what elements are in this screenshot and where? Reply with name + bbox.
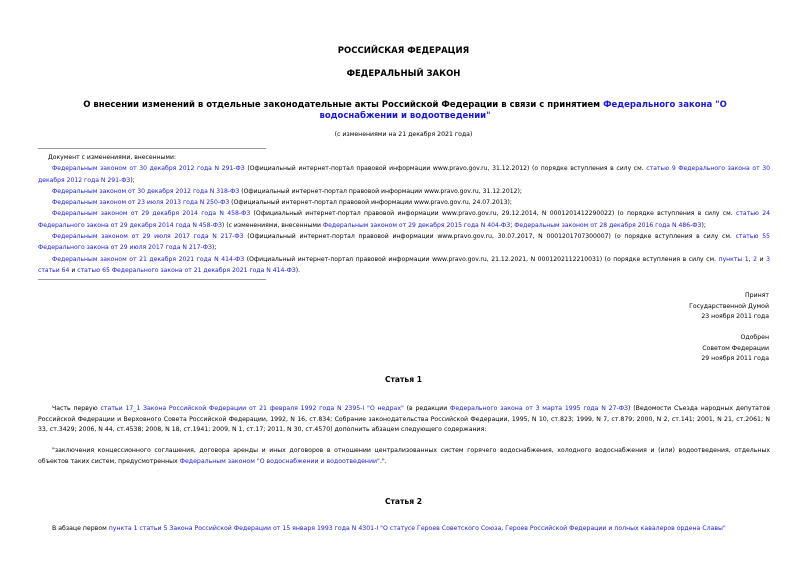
change-law-link[interactable]: Федеральным законом от 30 декабря 2012 года N 318-ФЗ: [52, 187, 240, 195]
law-nedra-link[interactable]: статьи 17_1 Закона Российской Федерации от 21 февраля 1992 года N 2395-I "О недрах": [100, 405, 404, 412]
heroes-law-link[interactable]: пункта 1 статьи 5 Закона Российской Федерации от 15 января 1993 года N 4301-I "О статусе Героев Советского Союза, Героев Российской Федерации и полных кавалеров ордена Славы": [108, 525, 726, 532]
paragraph-text: (в редакции: [403, 405, 451, 412]
change-mid: ;: [510, 221, 515, 229]
edition-note: (с изменениями на 21 декабря 2021 года): [334, 131, 473, 138]
change-text: (Официальный интернет-портал правовой информации www.pravo.gov.ru, 29.12.2014, N 0001201412290022) (о порядке вступления в силу см.: [250, 210, 737, 218]
change-item: [38, 186, 770, 197]
paragraph-text: ) (Ведомости Съезда народных депутатов Российской Федерации и Верховного Совета Российской Федерации, 1992, N 16, ст.834; Собрание законодательства Российской Федерации, 1995, N 10, ст.823; 1999, N 7, ст.879; 2000, N 2, ст.141; 2001, N 21, ст.2061; N 33, ст.3429; 2006, N 44, ст.4538; 2008, N 18, ст.1941; 2009, N 1, ст.17; 2011, N 30, ст.4570) дополнить абзацем следующего содержания:: [38, 405, 771, 434]
changes-top-divider: [38, 148, 266, 149]
change-point-link[interactable]: 2: [753, 255, 758, 263]
paragraph-text: "заключения концессионного соглашения, договора аренды и иных договоров в отношении централизованных систем горячего водоснабжения, холодного водоснабжения и (или) водоотведения, отдельных объектов таких систем, предусмотренных: [38, 447, 770, 465]
change-amend-link[interactable]: Федеральным законом от 29 декабря 2015 года N 404-ФЗ: [322, 221, 511, 229]
change-item: [38, 208, 770, 231]
article-2-paragraph-1: [38, 524, 770, 535]
paragraph-text: .".: [379, 457, 387, 465]
country-heading: РОССИЙСКАЯ ФЕДЕРАЦИЯ: [337, 46, 470, 56]
change-article-link[interactable]: статью 55 Федерального закона от 29 июля 2017 года N 217-ФЗ: [38, 233, 770, 252]
change-item: [38, 231, 770, 254]
change-text: (Официальный интернет-портал правовой информации www.pravo.gov.ru, 21.12.2021, N 0001202112210031) (о порядке вступления в силу см.: [244, 255, 719, 263]
law-type-heading: ФЕДЕРАЛЬНЫЙ ЗАКОН: [346, 69, 461, 79]
change-tail: );: [211, 244, 217, 252]
article-1-paragraph-2: [38, 446, 770, 467]
change-point-link[interactable]: пункты 1: [718, 255, 749, 263]
approved-date: 29 ноября 2011 года: [701, 355, 769, 362]
change-law-link[interactable]: Федеральным законом от 29 декабря 2014 года N 458-ФЗ: [52, 210, 251, 218]
law-1995-link[interactable]: Федерального закона от 3 марта 1995 года N 27-ФЗ: [450, 405, 629, 412]
document-title: [60, 100, 750, 122]
title-law-link[interactable]: Федерального закона "О водоснабжении и водоотведении": [319, 100, 727, 121]
changes-intro: Документ с изменениями, внесенными:: [48, 154, 177, 161]
change-law-link[interactable]: Федеральным законом от 30 декабря 2012 года N 291-ФЗ: [52, 165, 245, 173]
change-text: (Официальный интернет-портал правовой информации www.pravo.gov.ru, 31.12.2012) (о порядке вступления в силу см.: [244, 165, 647, 173]
approved-body: Советом Федерации: [702, 344, 769, 352]
approved-label: Одобрен: [740, 334, 769, 341]
approved-block: [569, 333, 769, 365]
change-point-link[interactable]: 3 статьи 64: [38, 255, 770, 274]
change-amend-link[interactable]: Федеральным законом от 28 декабря 2016 года N 486-ФЗ: [514, 221, 702, 229]
change-text: (Официальный интернет-портал правовой информации www.pravo.gov.ru, 24.07.2013);: [229, 199, 512, 207]
paragraph-text: В абзаце первом: [52, 525, 109, 532]
change-law-link[interactable]: Федеральным законом от 23 июля 2013 года N 250-ФЗ: [52, 199, 230, 207]
change-law-link[interactable]: Федеральным законом от 29 июля 2017 года N 217-ФЗ: [52, 233, 244, 241]
change-item: [38, 197, 770, 208]
adopted-block: [569, 291, 769, 323]
article-1-paragraph-1: [38, 404, 770, 436]
article-2-title: Статья 2: [384, 497, 423, 506]
change-tail: ).: [295, 266, 301, 274]
change-tail: );: [130, 176, 135, 184]
change-text: (Официальный интернет-портал правовой информации www.pravo.gov.ru, 31.12.2012);: [239, 187, 522, 195]
change-mid: ) (с изменениями, внесенными: [221, 221, 323, 229]
change-mid: ,: [748, 255, 754, 263]
change-article-link[interactable]: статью 24 Федерального закона от 29 декабря 2014 года N 458-ФЗ: [38, 210, 770, 229]
change-item: [38, 163, 770, 186]
article-1-title: Статья 1: [384, 375, 423, 384]
water-law-link[interactable]: Федеральным законом "О водоснабжении и водоотведении": [179, 457, 380, 465]
adopted-date: 23 ноября 2011 года: [701, 313, 769, 320]
paragraph-text: Часть первую: [52, 405, 101, 412]
change-article-link[interactable]: статью 65 Федерального закона от 21 декабря 2021 года N 414-ФЗ: [77, 266, 296, 274]
changes-block: [38, 148, 770, 280]
change-mid: и: [69, 266, 78, 274]
changes-bottom-divider: [38, 279, 266, 280]
change-law-link[interactable]: Федеральным законом от 21 декабря 2021 года N 414-ФЗ: [52, 255, 245, 263]
adopted-body: Государственной Думой: [689, 302, 769, 310]
change-tail: );: [701, 221, 706, 229]
change-text: (Официальный интернет-портал правовой информации www.pravo.gov.ru, 30.07.2017, N 0001201707300007) (о порядке вступления в силу см.: [243, 233, 736, 241]
change-item: [38, 254, 770, 277]
adopted-label: Принят: [745, 292, 769, 299]
change-mid: и: [757, 255, 767, 263]
change-article-link[interactable]: статью 9 Федерального закона от 30 декабря 2012 года N 291-ФЗ: [38, 165, 770, 184]
title-text: О внесении изменений в отдельные законодательные акты Российской Федерации в связи с принятием: [83, 100, 604, 110]
